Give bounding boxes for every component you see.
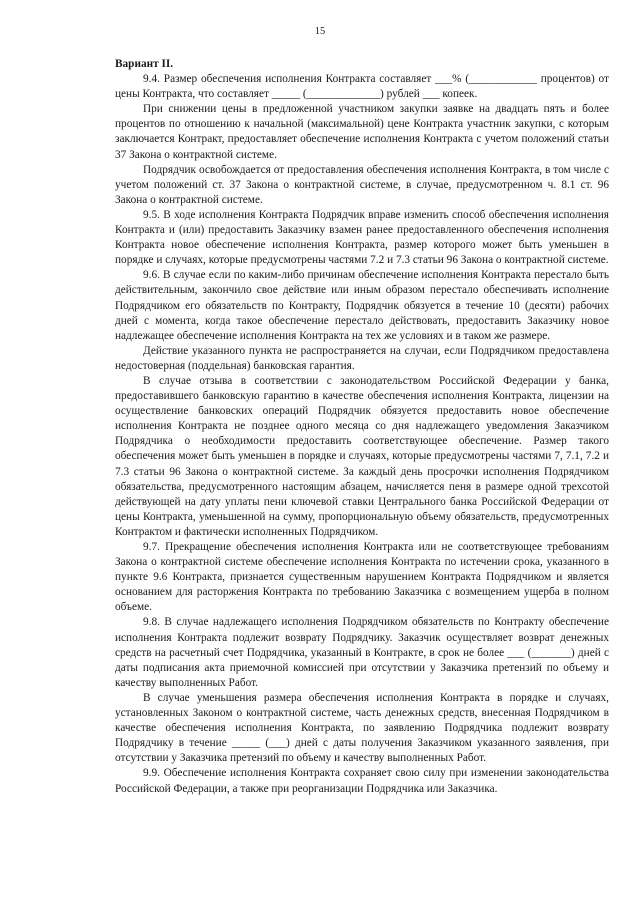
paragraph-reduction-refund: В случае уменьшения размера обеспечения исполнения Контракта в порядке и случаях, установленных Законом о контрактной системе, часть денежных средств, внесенная Подрядчиком в качестве обеспечения исполнения Контракта, по заявлению Подрядчика подлежит возврату Подрядчику в течение _____ (___) дней с даты получения Заказчиком указанного заявления, при отсутствии у Заказчика претензий по объему и качеству выполненных Работ. bbox=[115, 691, 609, 765]
paragraph-license-revocation: В случае отзыва в соответствии с законодательством Российской Федерации у банка, предоставившего банковскую гарантию в качестве обеспечения исполнения Контракта, лицензии на осуществление банковских операций Подрядчик обязуется предоставить новое обеспечение исполнения Контракта не позднее одного месяца со дня надлежащего уведомления Заказчиком Подрядчика о необходимости предоставить соответствующее обеспечение. Размер такого обеспечения может быть уменьшен в порядке и случаях, которые предусмотрены частями 7, 7.1, 7.2 и 7.3 статьи 96 Закона о контрактной системе. За каждый день просрочки исполнения Подрядчиком обязательства, предусмотренного настоящим абзацем, начисляется пеня в размере одной трехсотой действующей на дату уплаты пени ключевой ставки Центрального банка Российской Федерации от цены Контракта, уменьшенной на сумму, пропорциональную объему обязательств, предусмотренных Контрактом и фактически исполненных Подрядчиком. bbox=[115, 374, 609, 538]
paragraph-exemption: Подрядчик освобождается от предоставления обеспечения исполнения Контракта, в том числе с учетом положений ст. 37 Закона о контрактной системе, в случае, предусмотренном ч. 8.1 ст. 96 Закона о контрактной системе. bbox=[115, 163, 609, 206]
paragraph-9-6: 9.6. В случае если по каким-либо причинам обеспечение исполнения Контракта перестало быть действительным, закончило свое действие или иным образом перестало обеспечивать исполнение Подрядчиком его обязательств по Контракту, Подрядчик обязуется в течение 10 (десяти) рабочих дней с момента, когда такое обеспечение перестало действовать, предоставить Заказчику новое надлежащее обеспечение исполнения Контракта на тех же условиях и в таком же размере. bbox=[115, 269, 609, 342]
section-heading: Вариант II. bbox=[115, 58, 174, 70]
paragraph-9-9: 9.9. Обеспечение исполнения Контракта сохраняет свою силу при изменении законодательства Российской Федерации, а также при реорганизации Подрядчика или Заказчика. bbox=[115, 767, 609, 795]
paragraph-guarantee-exception: Действие указанного пункта не распространяется на случаи, если Подрядчиком предоставлена недостоверная (поддельная) банковская гарантия. bbox=[115, 344, 609, 372]
page-number: 15 bbox=[314, 26, 326, 37]
paragraph-price-reduction: При снижении цены в предложенной участником закупки заявке на двадцать пять и более процентов по отношению к начальной (максимальной) цене Контракта участник закупки, с которым заключается Контракт, предоставляет обеспечение исполнения Контракта с учетом положений статьи 37 Закона о контрактной системе. bbox=[115, 103, 609, 161]
paragraph-9-7: 9.7. Прекращение обеспечения исполнения Контракта или не соответствующее требованиям Закона о контрактной системе обеспечение исполнения Контракта по истечении срока, указанного в пункте 9.6 Контракта, признается существенным нарушением Контракта Подрядчиком и является основанием для расторжения Контракта по требованию Заказчика с возмещением ущерба в полном объеме. bbox=[115, 541, 609, 614]
paragraph-9-4: 9.4. Размер обеспечения исполнения Контракта составляет ___% (____________ процентов) от цены Контракта, что составляет _____ (_____________) рублей ___ копеек. bbox=[115, 73, 609, 101]
document-body bbox=[115, 57, 609, 797]
paragraph-9-8: 9.8. В случае надлежащего исполнения Подрядчиком обязательств по Контракту обеспечение исполнения Контракта подлежит возврату Подрядчику. Заказчик осуществляет возврат денежных средств на расчетный счет Подрядчика, указанный в Контракте, в срок не более ___ (_______) дней с даты подписания акта приемочной комиссией при отсутствии у Заказчика претензий по объему и качеству выполненных Работ. bbox=[115, 616, 609, 689]
paragraph-9-5: 9.5. В ходе исполнения Контракта Подрядчик вправе изменить способ обеспечения исполнения Контракта и (или) предоставить Заказчику взамен ранее предоставленного обеспечения исполнения Контракта новое обеспечение исполнения Контракта, размер которого может быть уменьшен в порядке и случаях, которые предусмотрены частями 7.2 и 7.3 статьи 96 Закона о контрактной системе. bbox=[115, 208, 609, 267]
